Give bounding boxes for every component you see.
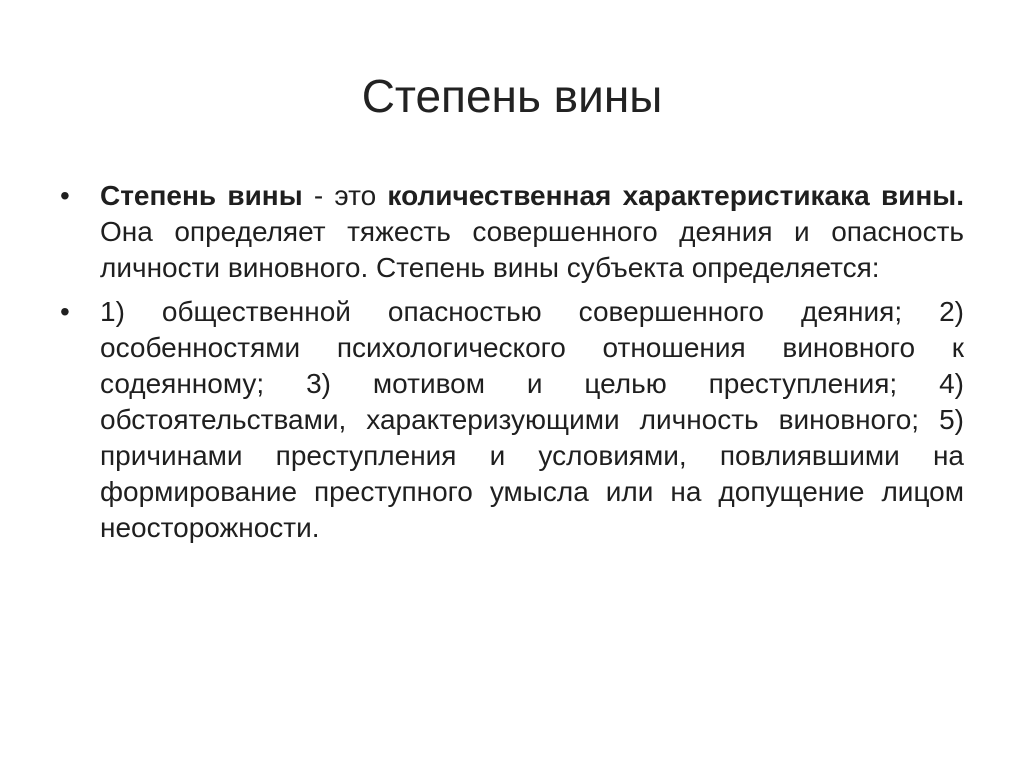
bullet-item-definition — [60, 178, 964, 286]
bold-term: Степень вины — [100, 180, 303, 211]
bold-definition: количественная характеристикака вины. — [387, 180, 964, 211]
definition-rest: Она определяет тяжесть совершенного деяния и опасность личности виновного. Степень вины субъекта определяется: — [100, 216, 964, 283]
slide-title: Степень вины — [361, 70, 663, 122]
bullet-icon: • — [60, 296, 70, 327]
factors-text: 1) общественной опасностью совершенного деяния; 2) особенностями психологического отношения виновного к содеянному; 3) мотивом и целью преступления; 4) обстоятельствами, характеризующими личность виновного; 5) причинами преступления и условиями, повлиявшими на формирование преступного умысла или на допущение лицом неосторожности. — [100, 296, 964, 543]
bullet-icon: • — [60, 180, 70, 211]
bullet-list — [60, 178, 964, 554]
dash-text: - это — [302, 180, 388, 211]
bullet-item-factors — [60, 294, 964, 546]
